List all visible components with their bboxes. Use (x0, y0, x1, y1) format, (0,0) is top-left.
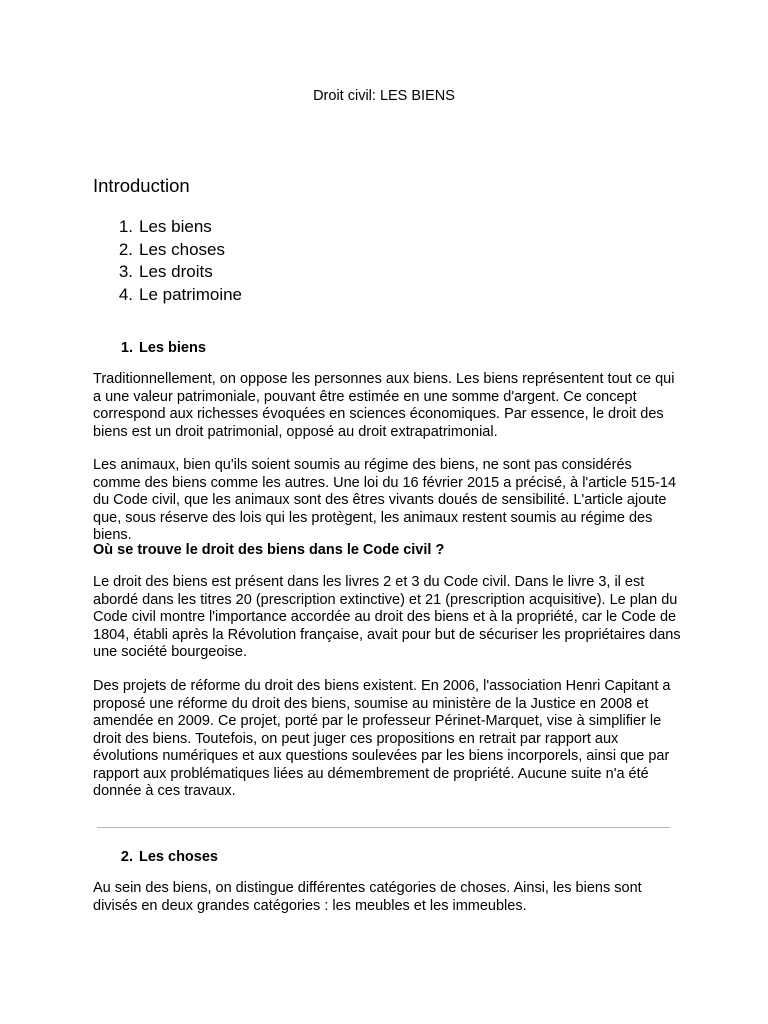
toc-item-label: Les biens (139, 217, 212, 236)
section-1-paragraph-1: Traditionnellement, on oppose les personnes aux biens. Les biens représentent tout ce qui a une valeur patrimoniale, pouvant être estimée en une somme d'argent. Ce concept correspond aux richesses évoquées en sciences économiques. Par essence, le droit des biens est un droit patrimonial, opposé au droit extrapatrimonial. (93, 371, 675, 440)
document-title: Droit civil: LES BIENS (313, 88, 455, 104)
toc-item-label: Les droits (139, 262, 213, 282)
section-1-heading (93, 339, 206, 357)
toc-item (93, 216, 242, 239)
section-1-paragraph-3: Le droit des biens est présent dans les livres 2 et 3 du Code civil. Dans le livre 3, il est abordé dans les titres 20 (prescription extinctive) et 21 (prescription acquisitive). Le plan du Code civil montre l'importance accordée au droit des biens et à la propriété, car le Code de 1804, établi après la Révolution française, avait pour but de sécuriser les propriétaires dans une société bourgeoise. (93, 574, 681, 660)
toc-item-label: Les choses (139, 239, 225, 259)
section-1-number: 1. (120, 340, 133, 356)
toc-item-number: 3. (118, 262, 133, 282)
section-2-heading (93, 848, 218, 866)
section-divider (97, 827, 670, 828)
toc-item-number: 2. (118, 239, 133, 259)
section-2-number: 2. (120, 849, 133, 865)
toc-item-number: 4. (118, 284, 133, 304)
toc-item (93, 261, 242, 284)
table-of-contents (93, 216, 242, 306)
toc-item (93, 284, 242, 307)
section-1-paragraph-4: Des projets de réforme du droit des biens existent. En 2006, l'association Henri Capitant a proposé une réforme du droit des biens, soumise au ministère de la Justice en 2008 et amendée en 2009. Ce projet, porté par le professeur Périnet-Marquet, vise à simplifier le droit des biens. Toutefois, on peut juger ces propositions en retrait par rapport aux évolutions numériques et aux questions soulevées par les biens incorporels, ainsi que par rapport aux problématiques liées au démembrement de propriété. Aucune suite n'a été donnée à ces travaux. (93, 678, 671, 799)
toc-item-number: 1. (118, 217, 133, 236)
section-1-question: Où se trouve le droit des biens dans le Code civil ? (93, 542, 445, 558)
section-2-title: Les choses (139, 849, 218, 865)
section-2-paragraph-1: Au sein des biens, on distingue différentes catégories de choses. Ainsi, les biens sont divisés en deux grandes catégories : les meubles et les immeubles. (93, 880, 642, 914)
section-1-paragraph-2: Les animaux, bien qu'ils soient soumis au régime des biens, ne sont pas considérés comme des biens comme les autres. Une loi du 16 février 2015 a précisé, à l'article 515-14 du Code civil, que les animaux sont des êtres vivants doués de sensibilité. L'article ajoute que, sous réserve des lois qui les protègent, les animaux restent soumis au régime des biens. (93, 457, 677, 543)
introduction-heading: Introduction (93, 175, 190, 196)
toc-item (93, 239, 242, 262)
toc-item-label: Le patrimoine (139, 284, 243, 304)
section-1-title: Les biens (139, 340, 206, 356)
